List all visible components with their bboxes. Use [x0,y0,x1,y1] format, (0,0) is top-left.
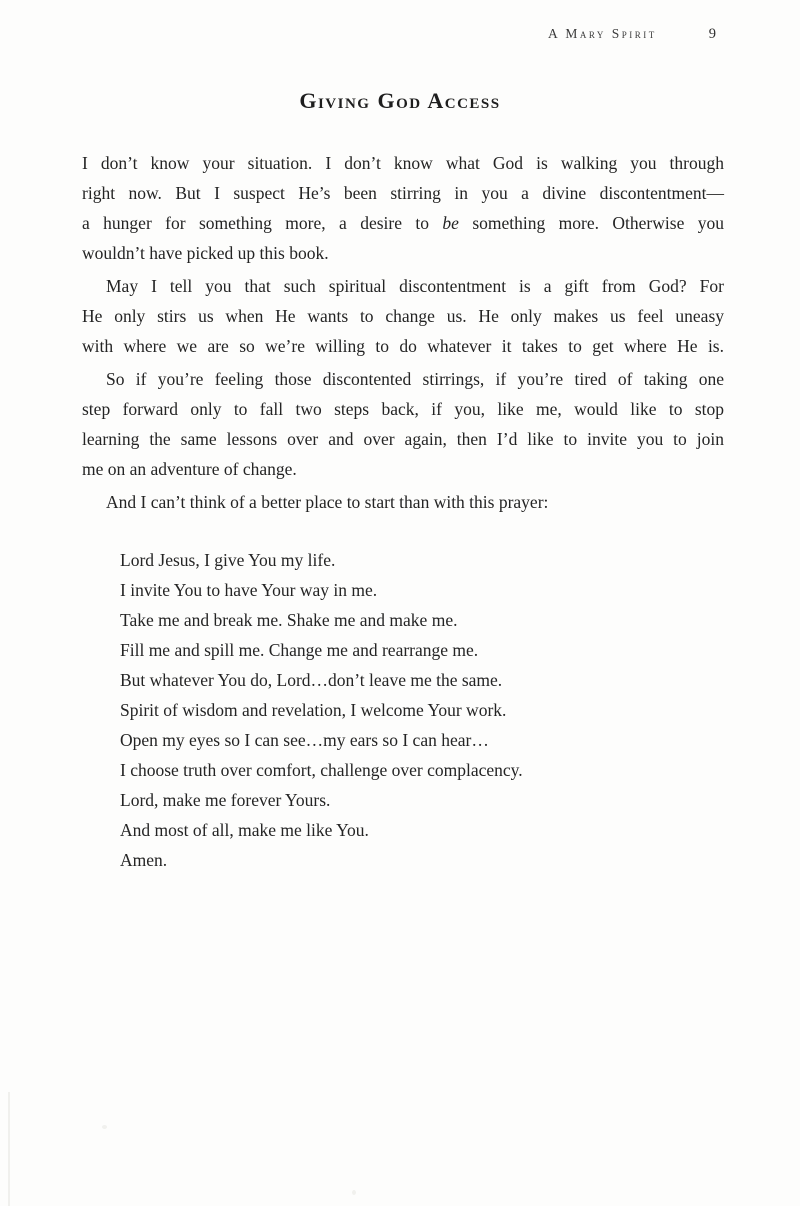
text-line: May I tell you that such spiritual discontentment is a gift from God? For [106,276,724,296]
scan-artifact [8,1092,10,1206]
prayer-line: Amen. [120,850,168,870]
prayer-line: Lord Jesus, I give You my life. [120,550,336,570]
prayer-line: I choose truth over comfort, challenge over complacency. [120,760,523,780]
text-segment: a hunger for something more, a desire to [82,213,443,233]
paragraph [82,364,724,484]
page-number: 9 [708,26,716,42]
scan-speck [352,1190,356,1195]
paragraph [82,271,724,361]
text-line: learning the same lessons over and over again, then I’d like to invite you to join [82,429,724,449]
prayer-line: Lord, make me forever Yours. [120,790,331,810]
text-line: So if you’re feeling those discontented stirrings, if you’re tired of taking one [106,369,724,389]
text-line: right now. But I suspect He’s been stirring in you a divine discontentment— [82,183,724,203]
paragraph [82,148,724,268]
prayer-line: But whatever You do, Lord…don’t leave me the same. [120,670,503,690]
chapter-title: Giving God Access [299,88,501,113]
prayer-line: Spirit of wisdom and revelation, I welcome Your work. [120,700,507,720]
prayer-line: I invite You to have Your way in me. [120,580,378,600]
text-line [82,208,724,238]
paragraph [82,487,724,517]
running-header [0,26,716,43]
text-line: with where we are so we’re willing to do whatever it takes to get where He is. [82,336,724,356]
prayer-line: Fill me and spill me. Change me and rearrange me. [120,640,479,660]
scan-speck [102,1125,107,1129]
prayer-line: And most of all, make me like You. [120,820,369,840]
text-line: me on an adventure of change. [82,459,297,479]
prayer-line: Take me and break me. Shake me and make me. [120,610,458,630]
text-line: step forward only to fall two steps back, if you, like me, would like to stop [82,399,724,419]
text-line: He only stirs us when He wants to change us. He only makes us feel uneasy [82,306,724,326]
body-text [82,148,724,875]
text-line: And I can’t think of a better place to start than with this prayer: [106,492,549,512]
running-header-title: A Mary Spirit [547,26,657,41]
text-line: I don’t know your situation. I don’t know what God is walking you through [82,153,724,173]
emphasized-word: be [442,213,459,233]
text-line: wouldn’t have picked up this book. [82,243,329,263]
prayer-line: Open my eyes so I can see…my ears so I can hear… [120,730,489,750]
prayer-block [82,545,724,875]
text-segment: something more. Otherwise you [458,213,724,233]
